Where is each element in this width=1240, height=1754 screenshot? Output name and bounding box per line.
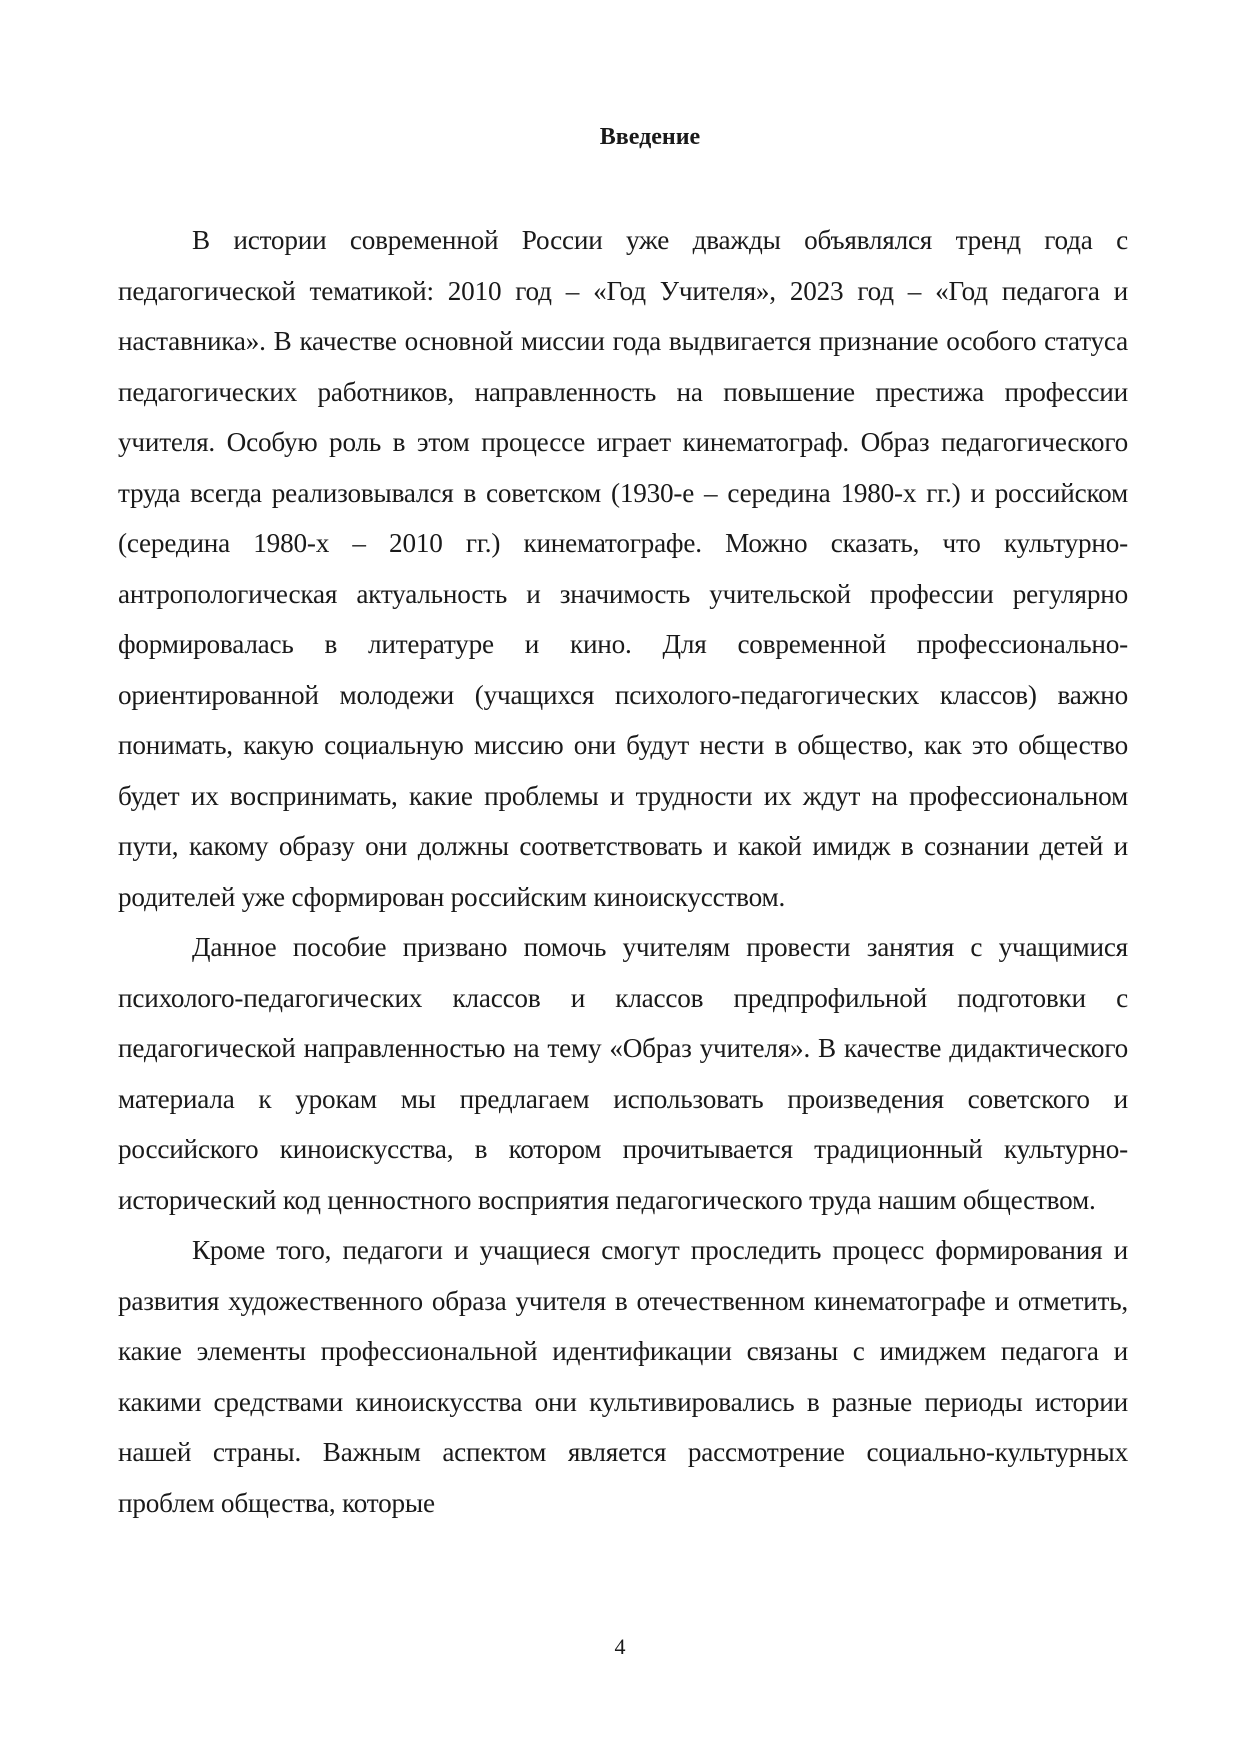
page-number: 4 bbox=[614, 1634, 626, 1659]
paragraph-3: Кроме того, педагоги и учащиеся смогут проследить процесс формирования и развития художественного образа учителя в отечественном кинематографе и отметить, какие элементы профессиональной идентификации связаны с имиджем педагога и какими средствами киноискусства они культивировались в разные периоды истории нашей страны. Важным аспектом является рассмотрение социально-культурных проблем общества, которые bbox=[118, 1235, 1128, 1518]
paragraph-2: Данное пособие призвано помочь учителям провести занятия с учащимися психолого-педагогических классов и классов предпрофильной подготовки с педагогической направленностью на тему «Образ учителя». В качестве дидактического материала к урокам мы предлагаем использовать произведения советского и российского киноискусства, в котором прочитывается традиционный культурно-исторический код ценностного восприятия педагогического труда нашим обществом. bbox=[118, 932, 1128, 1215]
paragraph-1: В истории современной России уже дважды объявлялся тренд года с педагогической тематикой: 2010 год – «Год Учителя», 2023 год – «Год педагога и наставника». В качестве основной миссии года выдвигается признание особого статуса педагогических работников, направленность на повышение престижа профессии учителя. Особую роль в этом процессе играет кинематограф. Образ педагогического труда всегда реализовывался в советском (1930-е – середина 1980-х гг.) и российском (середина 1980-х – 2010 гг.) кинематографе. Можно сказать, что культурно-антропологическая актуальность и значимость учительской профессии регулярно формировалась в литературе и кино. Для современной профессионально-ориентированной молодежи (учащихся психолого-педагогических классов) важно понимать, какую социальную миссию они будут нести в общество, как это общество будет их воспринимать, какие проблемы и трудности их ждут на профессиональном пути, какому образу они должны соответствовать и какой имидж в сознании детей и родителей уже сформирован российским киноискусством. bbox=[118, 225, 1128, 912]
section-title: Введение bbox=[599, 124, 701, 150]
body-text bbox=[118, 215, 1128, 1528]
